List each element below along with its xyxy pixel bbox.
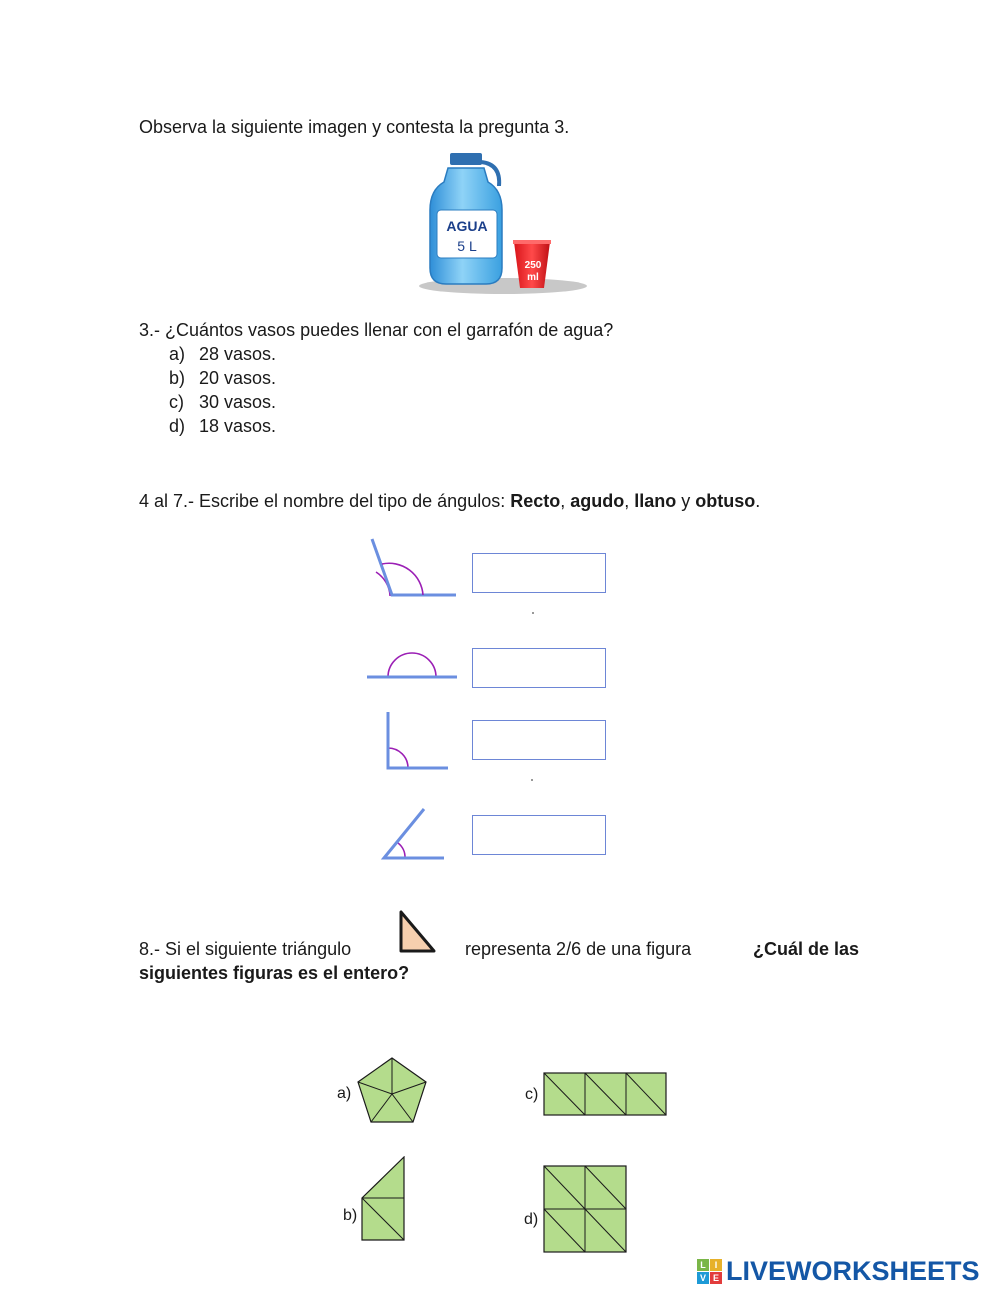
q3-question: 3.- ¿Cuántos vasos puedes llenar con el garrafón de agua? <box>139 320 614 340</box>
bottle-icon <box>430 153 502 284</box>
q3-option-b[interactable]: b) 20 vasos. <box>169 368 277 388</box>
svg-text:ml: ml <box>527 272 539 283</box>
liveworksheets-logo[interactable] <box>697 1256 980 1287</box>
q8-line1-start: 8.- Si el siguiente triángulo <box>139 939 352 959</box>
answer-box-4[interactable] <box>472 815 606 855</box>
answer-box-1[interactable] <box>472 553 606 593</box>
shape-a-label: a) <box>337 1085 352 1102</box>
shape-a-pentagon[interactable] <box>354 1055 430 1127</box>
q3-option-c[interactable]: c) 30 vasos. <box>169 392 277 412</box>
acute-angle-figure <box>378 806 448 862</box>
obtuse-angle-figure <box>360 536 460 602</box>
dot-mark <box>532 612 534 614</box>
logo-icon: L I V E <box>697 1259 722 1284</box>
shape-c-figure[interactable] <box>542 1071 668 1117</box>
q8-line2: siguientes figuras es el entero? <box>139 963 410 983</box>
svg-text:5 L: 5 L <box>457 238 477 254</box>
svg-text:AGUA: AGUA <box>446 218 488 234</box>
dot-mark <box>531 779 533 781</box>
answer-box-2[interactable] <box>472 648 606 688</box>
svg-text:250: 250 <box>524 260 542 271</box>
q3-option-a[interactable]: a) 28 vasos. <box>169 344 277 364</box>
q4-instructions: 4 al 7.- Escribe el nombre del tipo de ángulos: Recto, agudo, llano y obtuso. <box>139 491 761 511</box>
intro-text: Observa la siguiente imagen y contesta la pregunta 3. <box>139 117 570 137</box>
shape-d-figure[interactable] <box>542 1164 628 1254</box>
triangle-icon <box>396 907 440 955</box>
q8-line1-end: representa 2/6 de una figura ¿Cuál de las <box>465 939 859 959</box>
q3-option-d[interactable]: d) 18 vasos. <box>169 416 277 436</box>
water-bottle-illustration <box>415 150 590 298</box>
straight-angle-figure <box>362 648 462 684</box>
shape-b-label: b) <box>343 1207 358 1224</box>
shape-b-figure[interactable] <box>360 1156 408 1242</box>
answer-box-3[interactable] <box>472 720 606 760</box>
logo-text: LIVEWORKSHEETS <box>726 1256 980 1286</box>
shape-c-label: c) <box>525 1086 539 1103</box>
right-angle-figure <box>378 710 450 774</box>
shape-d-label: d) <box>524 1211 539 1228</box>
